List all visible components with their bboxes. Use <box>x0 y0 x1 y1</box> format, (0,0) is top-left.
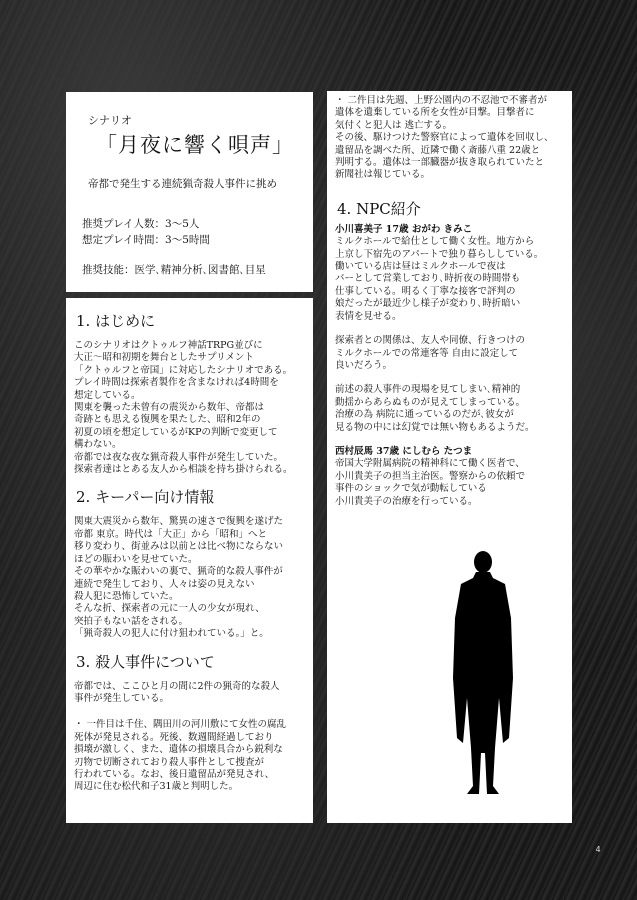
npc-1-name: 小川喜美子 17歳 おがわ きみこ <box>335 223 473 235</box>
section-3-case-2: ・ 二件目は先週、上野公園内の不忍池で不審者が 遺体を遺棄している所を女性が目撃。目撃者に 気付くと犯人は 逃亡する。 その後、駆けつけた警察官によって遺体を回収し、 遺留品を調べた所、近隣で働く斎藤八重 22歳と 判明する。遺体は一部臓器が抜き取られていたと 新聞社は報じている。 <box>335 95 554 181</box>
npc-2-description: 帝国大学附属病院の精神科にて働く医者で、 小川貴美子の担当主治医。警察からの依頼で 事件のショックで気が動転している 小川貴美子の治療を行っている。 <box>335 458 526 507</box>
npc-1-note: 前述の殺人事件の現場を見てしまい､精神的 動揺からあらぬものが見えてしまっている。 治療の為 病院に通っているのだが､彼女が 見る物の中には幻覚では無い物もあるようだ。 <box>335 384 535 433</box>
scenario-subtitle: 帝都で発生する連続猟奇殺人事件に挑め <box>88 178 277 190</box>
npc-1-description: ミルクホールで給仕として働く女性。地方から 上京し下宿先のアパートで独り暮らししている。 働いている店は昼はミルクホールで夜は バーとして営業しており､時折夜の時間帯も 仕事している。明るく丁寧な接客で評判の 娘だったが最近少し様子が変わり､時折暗い 表情を見せる。 <box>335 236 544 322</box>
npc-2-name: 西村辰馬 37歳 にしむら たつま <box>335 445 473 457</box>
scenario-title-box <box>66 92 313 292</box>
doctor-silhouette-image <box>443 548 523 798</box>
section-3-case-1: ・ 一件目は千住、隅田川の河川敷にて女性の腐乱 死体が発見される。死後、数週間経過しており 損壊が激しく、また、遺体の損壊具合から鋭利な 刃物で切断されており殺人事件として捜査が 行われている。なお、後日遺留品が発見され、 周辺に住む松代和子31歳と判明した。 <box>74 719 287 793</box>
section-1-text: このシナリオはクトゥルフ神話TRPG並びに 大正～昭和初期を舞台としたサプリメント 「クトゥルフと帝国」に対応したシナリオである。 プレイ時間は探索者製作を含まなければ4時間を 想定している。 関東を襲った未曾有の震災から数年、帝都は 奇跡とも思える復興を果たした、昭和2年の 初夏の頃を想定しているがKPの判断で変更して 構わない。 帝都では夜な夜な猟奇殺人事件が発生していた。 探索者達はとある友人から相談を持ち掛けられる。 <box>74 340 293 476</box>
npc-1-relationship: 探索者との関係は、友人や同僚、行きつけの ミルクホールでの常連客等 自由に設定して 良いだろう。 <box>335 335 526 371</box>
play-time: 想定プレイ時間：3～5時間 <box>82 234 210 246</box>
section-2-text: 関東大震災から数年、驚異の速さで復興を遂げた 帝都 東京。時代は「大正」から「昭和」へと 移り変わり、街並みは以前とは比べ物にならない ほどの賑わいを見せていた。 その華やかな賑わいの裏で、猟奇的な殺人事件が 連続で発生しており、人々は姿の見えない 殺人犯に恐怖していた。 そんな折、探索者の元に一人の少女が現れ、 突拍子もない話をされる。 「猟奇殺人の犯人に付け狙われている。」と。 <box>74 516 284 640</box>
scenario-title: 「月夜に響く唄声」 <box>96 133 294 157</box>
recommended-skills: 推奨技能：医学､精神分析､図書館､目星 <box>82 264 266 276</box>
section-1-heading: 1. はじめに <box>76 312 156 330</box>
section-4-heading: 4. NPC紹介 <box>337 199 421 218</box>
page-number: 4 <box>595 845 601 854</box>
section-3-intro: 帝都では、ここひと月の間に2件の猟奇的な殺人 事件が発生している。 <box>74 680 280 704</box>
recommended-players: 推奨プレイ人数：3～5人 <box>82 218 200 230</box>
section-3-heading: 3. 殺人事件について <box>76 652 215 671</box>
section-2-heading: 2. キーパー向け情報 <box>76 488 215 507</box>
scenario-label: シナリオ <box>88 114 132 127</box>
left-column-box <box>66 298 313 823</box>
